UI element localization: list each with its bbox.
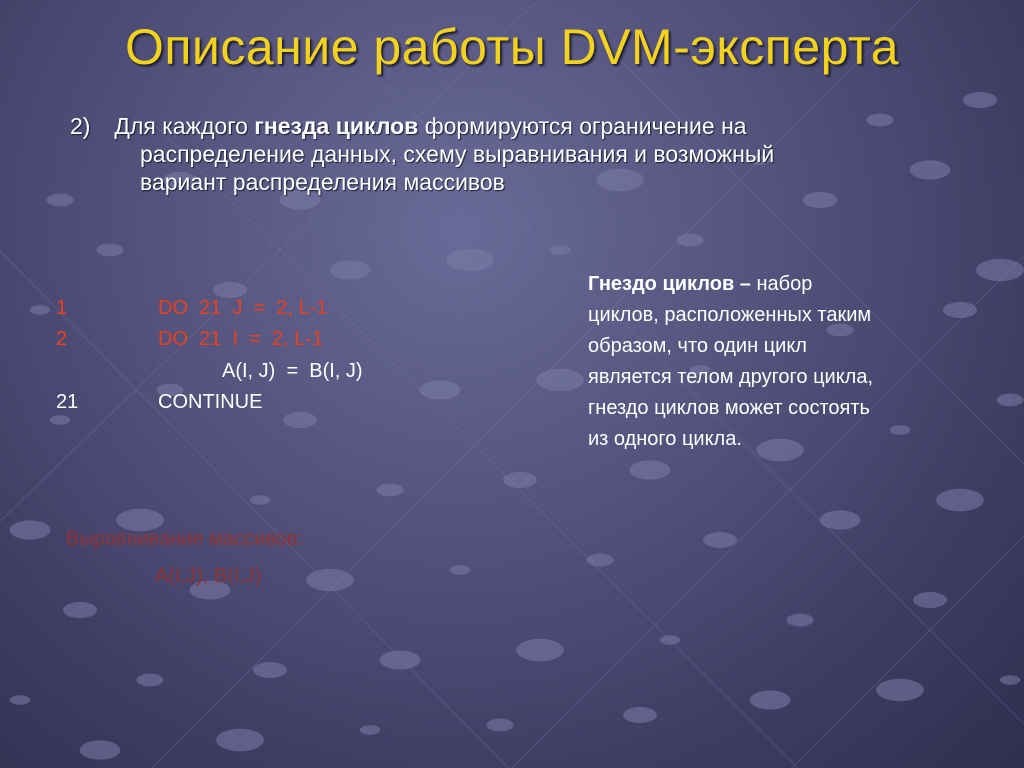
point-text-after: формируются ограничение на [418, 113, 747, 139]
code-line-4-label: 21 [56, 391, 79, 413]
definition-line-6: из одного цикла. [588, 428, 742, 450]
definition-line-1: набор [750, 273, 813, 295]
code-line-3-stmt: A(I, J) = B(I, J) [222, 360, 363, 382]
point-bold-term: гнезда циклов [254, 113, 419, 139]
definition-term: Гнездо циклов – [588, 273, 751, 295]
point-number: 2) [70, 113, 91, 139]
point-line-3: вариант распределения массивов [140, 169, 505, 195]
definition-block [588, 269, 968, 455]
point-line-2: распределение данных, схему выравнивания и возможный [140, 141, 775, 167]
bullet-point [70, 112, 950, 196]
definition-line-3: образом, что один цикл [588, 335, 807, 357]
code-line-2-stmt: DO 21 I = 2, L-1 [158, 328, 324, 350]
definition-line-2: циклов, расположенных таким [588, 304, 872, 326]
alignment-value: A(I,J), B(I,J) [155, 565, 262, 587]
code-line-1-stmt: DO 21 J = 2, L-1 [158, 297, 328, 319]
slide-title: Описание работы DVM-эксперта [124, 19, 900, 75]
definition-line-5: гнездо циклов может состоять [588, 397, 870, 419]
point-text-before: Для каждого [108, 113, 255, 139]
alignment-label: Выравнивание массивов: [66, 528, 303, 550]
code-line-4-stmt: CONTINUE [158, 391, 263, 413]
definition-line-4: является телом другого цикла, [588, 366, 874, 388]
code-line-2-label: 2 [56, 328, 68, 350]
code-line-1-label: 1 [56, 297, 68, 319]
